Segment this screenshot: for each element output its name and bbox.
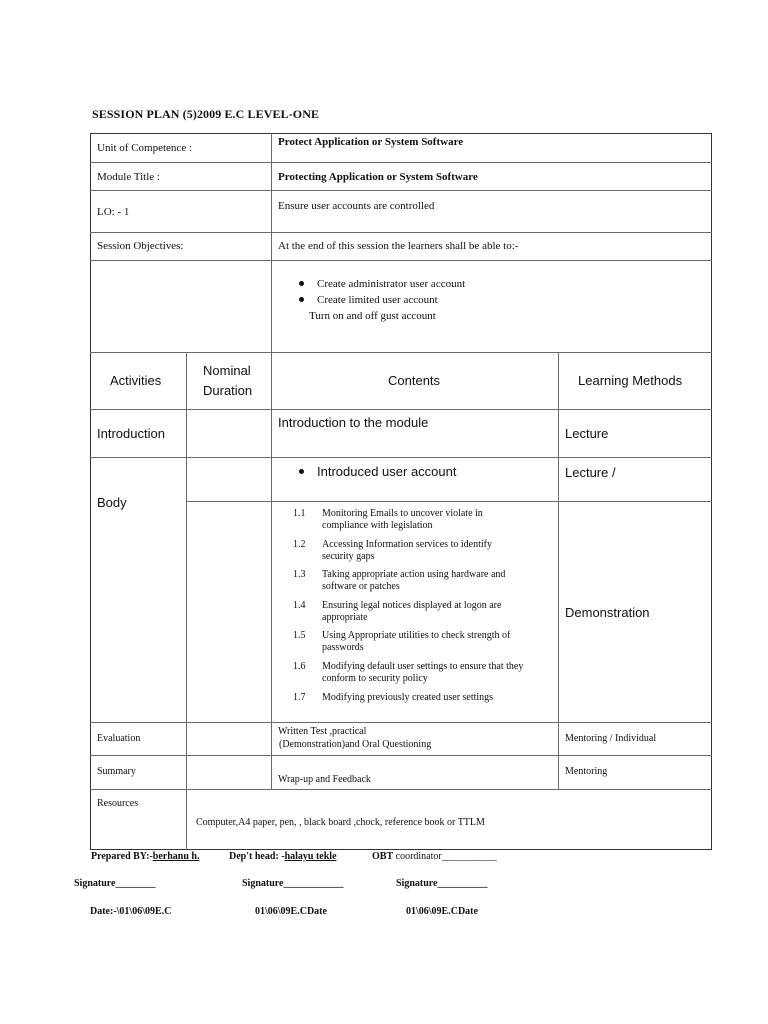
signature-obt: Signature__________	[396, 878, 488, 889]
column-divider	[186, 352, 187, 850]
intro-content: Introduction to the module	[278, 415, 429, 430]
objective-item: Create administrator user account	[299, 278, 465, 290]
module-value: Protecting Application or System Software	[278, 171, 478, 183]
objectives-value: At the end of this session the learners shall be able to:-	[278, 240, 519, 252]
body-method: Lecture /	[565, 465, 616, 480]
column-header-duration: Duration	[203, 383, 253, 398]
row-divider	[186, 501, 712, 502]
column-header-contents: Contents	[388, 373, 441, 388]
bullet-icon	[299, 297, 304, 302]
summary-method: Mentoring	[565, 766, 608, 777]
row-divider	[90, 190, 712, 191]
obt-coordinator: OBT coordinator___________	[372, 851, 497, 862]
column-header-nominal: Nominal	[203, 363, 251, 378]
lo-value: Ensure user accounts are controlled	[278, 200, 435, 212]
unit-label: Unit of Competence :	[97, 142, 193, 154]
evaluation-content: Written Test ,practical	[278, 726, 367, 737]
evaluation-content: (Demonstration)and Oral Questioning	[279, 739, 432, 750]
row-divider	[90, 162, 712, 163]
row-divider	[90, 409, 712, 410]
column-header-activities: Activities	[110, 373, 162, 388]
column-divider	[271, 133, 272, 353]
dept-head: Dep't head: -halayu tekle	[229, 851, 337, 862]
bullet-icon	[299, 281, 304, 286]
intro-method: Lecture	[565, 426, 609, 441]
evaluation-method: Mentoring / Individual	[565, 733, 657, 744]
prepared-by: Prepared BY:-berhanu h.	[91, 851, 200, 862]
column-divider	[558, 352, 559, 790]
row-divider	[90, 457, 712, 458]
column-header-methods: Learning Methods	[578, 373, 683, 388]
body-method-demonstration: Demonstration	[565, 605, 650, 620]
table-border	[711, 133, 712, 850]
date-prepared: Date:-\01\06\09E.C	[90, 906, 172, 917]
table-border	[90, 133, 712, 134]
signature-dept-head: Signature____________	[242, 878, 344, 889]
bullet-icon	[299, 469, 304, 474]
body-content: Introduced user account	[299, 464, 456, 479]
objectives-label: Session Objectives:	[97, 240, 184, 252]
lo-label: LO: - 1	[97, 206, 130, 218]
evaluation-activity: Evaluation	[97, 733, 141, 744]
row-divider	[90, 232, 712, 233]
date-obt: 01\06\09E.CDate	[406, 906, 478, 917]
table-border	[90, 849, 712, 850]
row-divider	[90, 352, 712, 353]
date-dept-head: 01\06\09E.CDate	[255, 906, 327, 917]
row-divider	[90, 789, 712, 790]
intro-activity: Introduction	[97, 426, 165, 441]
summary-activity: Summary	[97, 766, 136, 777]
summary-content: Wrap-up and Feedback	[278, 774, 371, 785]
row-divider	[90, 755, 712, 756]
objective-item: Create limited user account	[299, 294, 438, 306]
module-label: Module Title :	[97, 171, 160, 183]
document-title: SESSION PLAN (5)2009 E.C LEVEL-ONE	[92, 107, 320, 121]
resources-value: Computer,A4 paper, pen, , black board ,chock, reference book or TTLM	[196, 817, 485, 828]
row-divider	[90, 722, 712, 723]
signature-prepared: Signature________	[74, 878, 156, 889]
table-border	[90, 133, 91, 850]
body-activity: Body	[97, 495, 127, 510]
resources-label: Resources	[97, 798, 139, 809]
objective-item: Turn on and off gust account	[309, 310, 436, 322]
unit-value: Protect Application or System Software	[278, 136, 464, 148]
column-divider	[271, 352, 272, 790]
row-divider	[90, 260, 712, 261]
